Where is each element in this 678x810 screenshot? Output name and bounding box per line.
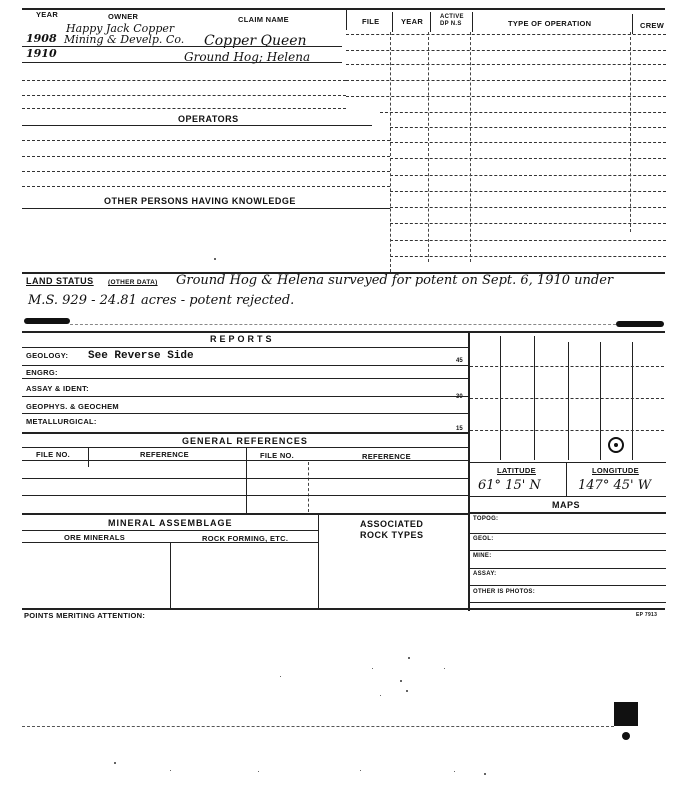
year-entry-1: 1908 — [26, 32, 57, 45]
land-status-line-1: Ground Hog & Helena surveyed for potent on Sept. 6, 1910 under — [176, 273, 614, 288]
speck — [484, 773, 486, 775]
right-row-line — [390, 240, 666, 241]
row-line — [22, 80, 346, 81]
grid-line — [470, 366, 664, 367]
rock-types-label: ROCK TYPES — [360, 530, 424, 540]
header-divider — [430, 12, 431, 32]
maps-top-rule — [470, 496, 666, 497]
year-header: YEAR — [36, 10, 59, 19]
claim-entry-2: Ground Hog; Helena — [184, 50, 311, 64]
row-line — [22, 62, 342, 63]
row-line — [22, 171, 390, 172]
row-line — [22, 378, 468, 379]
column-divider — [88, 447, 89, 467]
lat-long-rule — [470, 462, 666, 463]
right-row-line — [390, 175, 666, 176]
land-status-line-2: M.S. 929 - 24.81 acres - potent rejected. — [28, 293, 295, 308]
operators-rule — [22, 125, 372, 126]
speck — [214, 258, 216, 260]
right-row-line — [390, 158, 666, 159]
row-line — [22, 156, 390, 157]
associated-label: ASSOCIATED — [360, 519, 424, 529]
grid-line — [568, 342, 569, 460]
form-number: EP 7913 — [636, 612, 658, 618]
grid-line — [470, 398, 664, 399]
row-line — [22, 478, 468, 479]
right-row-line — [346, 80, 666, 81]
land-status-label: LAND STATUS — [26, 276, 94, 286]
owner-entry-1: Happy Jack Copper — [66, 22, 175, 35]
owner-header: OWNER — [108, 12, 139, 21]
column-divider — [428, 32, 429, 262]
header-divider — [346, 10, 347, 30]
speck — [114, 762, 116, 764]
maps-title: MAPS — [552, 500, 581, 510]
row-line — [22, 186, 390, 187]
column-divider — [318, 515, 319, 609]
speck — [170, 770, 171, 771]
row-line — [22, 365, 468, 366]
right-row-line — [346, 96, 666, 97]
speck — [360, 770, 361, 771]
year2-header: YEAR — [401, 17, 424, 26]
speck — [380, 695, 381, 696]
right-row-line — [390, 191, 666, 192]
redaction-mark — [24, 318, 70, 324]
dpns-header: DP N.S — [440, 21, 462, 27]
row-line — [470, 585, 666, 586]
rock-forming-header: ROCK FORMING, ETC. — [202, 534, 289, 543]
latitude-value: 61° 15' N — [478, 478, 541, 493]
year-entry-2: 1910 — [26, 47, 57, 60]
other-persons-rule — [22, 208, 390, 209]
assay-map-label: ASSAY: — [473, 571, 497, 577]
row-line — [22, 140, 390, 141]
geophys-label: GEOPHYS. & GEOCHEM — [26, 402, 119, 411]
reports-bottom-rule — [22, 432, 468, 434]
references-bottom-rule — [22, 513, 468, 515]
mine-label: MINE: — [473, 553, 492, 559]
grid-line — [600, 342, 601, 460]
right-row-line — [390, 127, 666, 128]
location-target-dot — [614, 443, 618, 447]
claim-name-header: CLAIM NAME — [238, 15, 289, 24]
assay-label: ASSAY & IDENT: — [26, 384, 89, 393]
reports-divider — [468, 331, 470, 611]
mineral-rule — [22, 530, 318, 531]
right-row-line — [390, 207, 666, 208]
column-divider — [308, 462, 309, 512]
longitude-value: 147° 45' W — [578, 478, 652, 493]
speck — [444, 668, 445, 669]
row-line — [470, 550, 666, 551]
row-line — [22, 495, 468, 496]
mark-15: 15 — [456, 426, 463, 432]
geology-label: GEOLOGY: — [26, 351, 69, 360]
grid-line — [470, 430, 664, 431]
points-rule — [22, 608, 665, 610]
right-row-line — [390, 223, 666, 224]
speck — [408, 657, 410, 659]
grid-line — [632, 342, 633, 460]
speck — [400, 680, 402, 682]
separator — [70, 324, 616, 325]
speck — [372, 668, 373, 669]
other-photos-label: OTHER IS PHOTOS: — [473, 589, 536, 595]
row-line — [22, 46, 342, 47]
right-row-line — [390, 142, 666, 143]
row-line — [22, 413, 468, 414]
geol-label: GEOL: — [473, 536, 494, 542]
owner-entry-2: Mining & Develp. Co. — [64, 33, 185, 46]
lat-long-divider — [566, 462, 567, 496]
ore-minerals-header: ORE MINERALS — [64, 533, 126, 542]
mark-30: 30 — [456, 394, 463, 400]
row-line — [22, 396, 468, 397]
right-row-line — [346, 64, 666, 65]
registration-dot — [622, 732, 630, 740]
right-row-line — [346, 50, 666, 51]
points-meriting-attention-label: POINTS MERITING ATTENTION: — [24, 611, 146, 620]
header-divider — [472, 12, 473, 32]
land-status-sublabel: (OTHER DATA) — [108, 279, 158, 286]
claim-entry-1: Copper Queen — [204, 33, 307, 49]
reference-1-header: REFERENCE — [140, 450, 189, 459]
mineral-assemblage-title: MINERAL ASSEMBLAGE — [108, 518, 233, 528]
engrg-label: ENGRG: — [26, 368, 58, 377]
row-line — [470, 602, 666, 603]
redaction-mark — [616, 321, 664, 327]
right-row-line — [380, 112, 666, 113]
row-line — [470, 533, 666, 534]
file-no-1-header: FILE NO. — [36, 450, 71, 459]
general-references-title: GENERAL REFERENCES — [182, 436, 308, 446]
reports-top-rule — [22, 331, 665, 333]
row-line — [22, 95, 346, 96]
right-row-line — [390, 256, 666, 257]
file-header: FILE — [362, 17, 380, 26]
crew-header: CREW — [640, 21, 665, 30]
top-rule — [22, 8, 665, 10]
metallurgical-label: METALLURGICAL: — [26, 417, 97, 426]
other-persons-label: OTHER PERSONS HAVING KNOWLEDGE — [104, 196, 296, 206]
latitude-label: LATITUDE — [497, 466, 536, 475]
column-divider — [390, 32, 391, 272]
column-divider — [470, 32, 471, 262]
reports-title: REPORTS — [210, 334, 275, 344]
column-divider — [170, 542, 171, 609]
active-header: ACTIVE — [440, 14, 464, 20]
topog-label: TOPOG: — [473, 516, 499, 522]
right-row-line — [346, 34, 666, 35]
geology-value: See Reverse Side — [88, 350, 194, 362]
operators-label: OPERATORS — [178, 114, 239, 124]
registration-mark — [614, 702, 638, 726]
bottom-separator — [22, 726, 614, 727]
speck — [280, 676, 281, 677]
file-no-2-header: FILE NO. — [260, 451, 295, 460]
maps-rule — [470, 512, 666, 514]
longitude-label: LONGITUDE — [592, 466, 639, 475]
mark-45: 45 — [456, 358, 463, 364]
row-line — [22, 108, 346, 109]
reference-2-header: REFERENCE — [362, 452, 411, 461]
row-line — [470, 568, 666, 569]
speck — [258, 771, 259, 772]
reports-rule — [22, 347, 468, 348]
column-divider — [246, 447, 247, 513]
column-divider — [630, 32, 631, 232]
speck — [406, 690, 408, 692]
header-divider — [632, 14, 633, 34]
header-divider — [392, 12, 393, 32]
speck — [454, 771, 455, 772]
type-of-operation-header: TYPE OF OPERATION — [508, 19, 592, 28]
